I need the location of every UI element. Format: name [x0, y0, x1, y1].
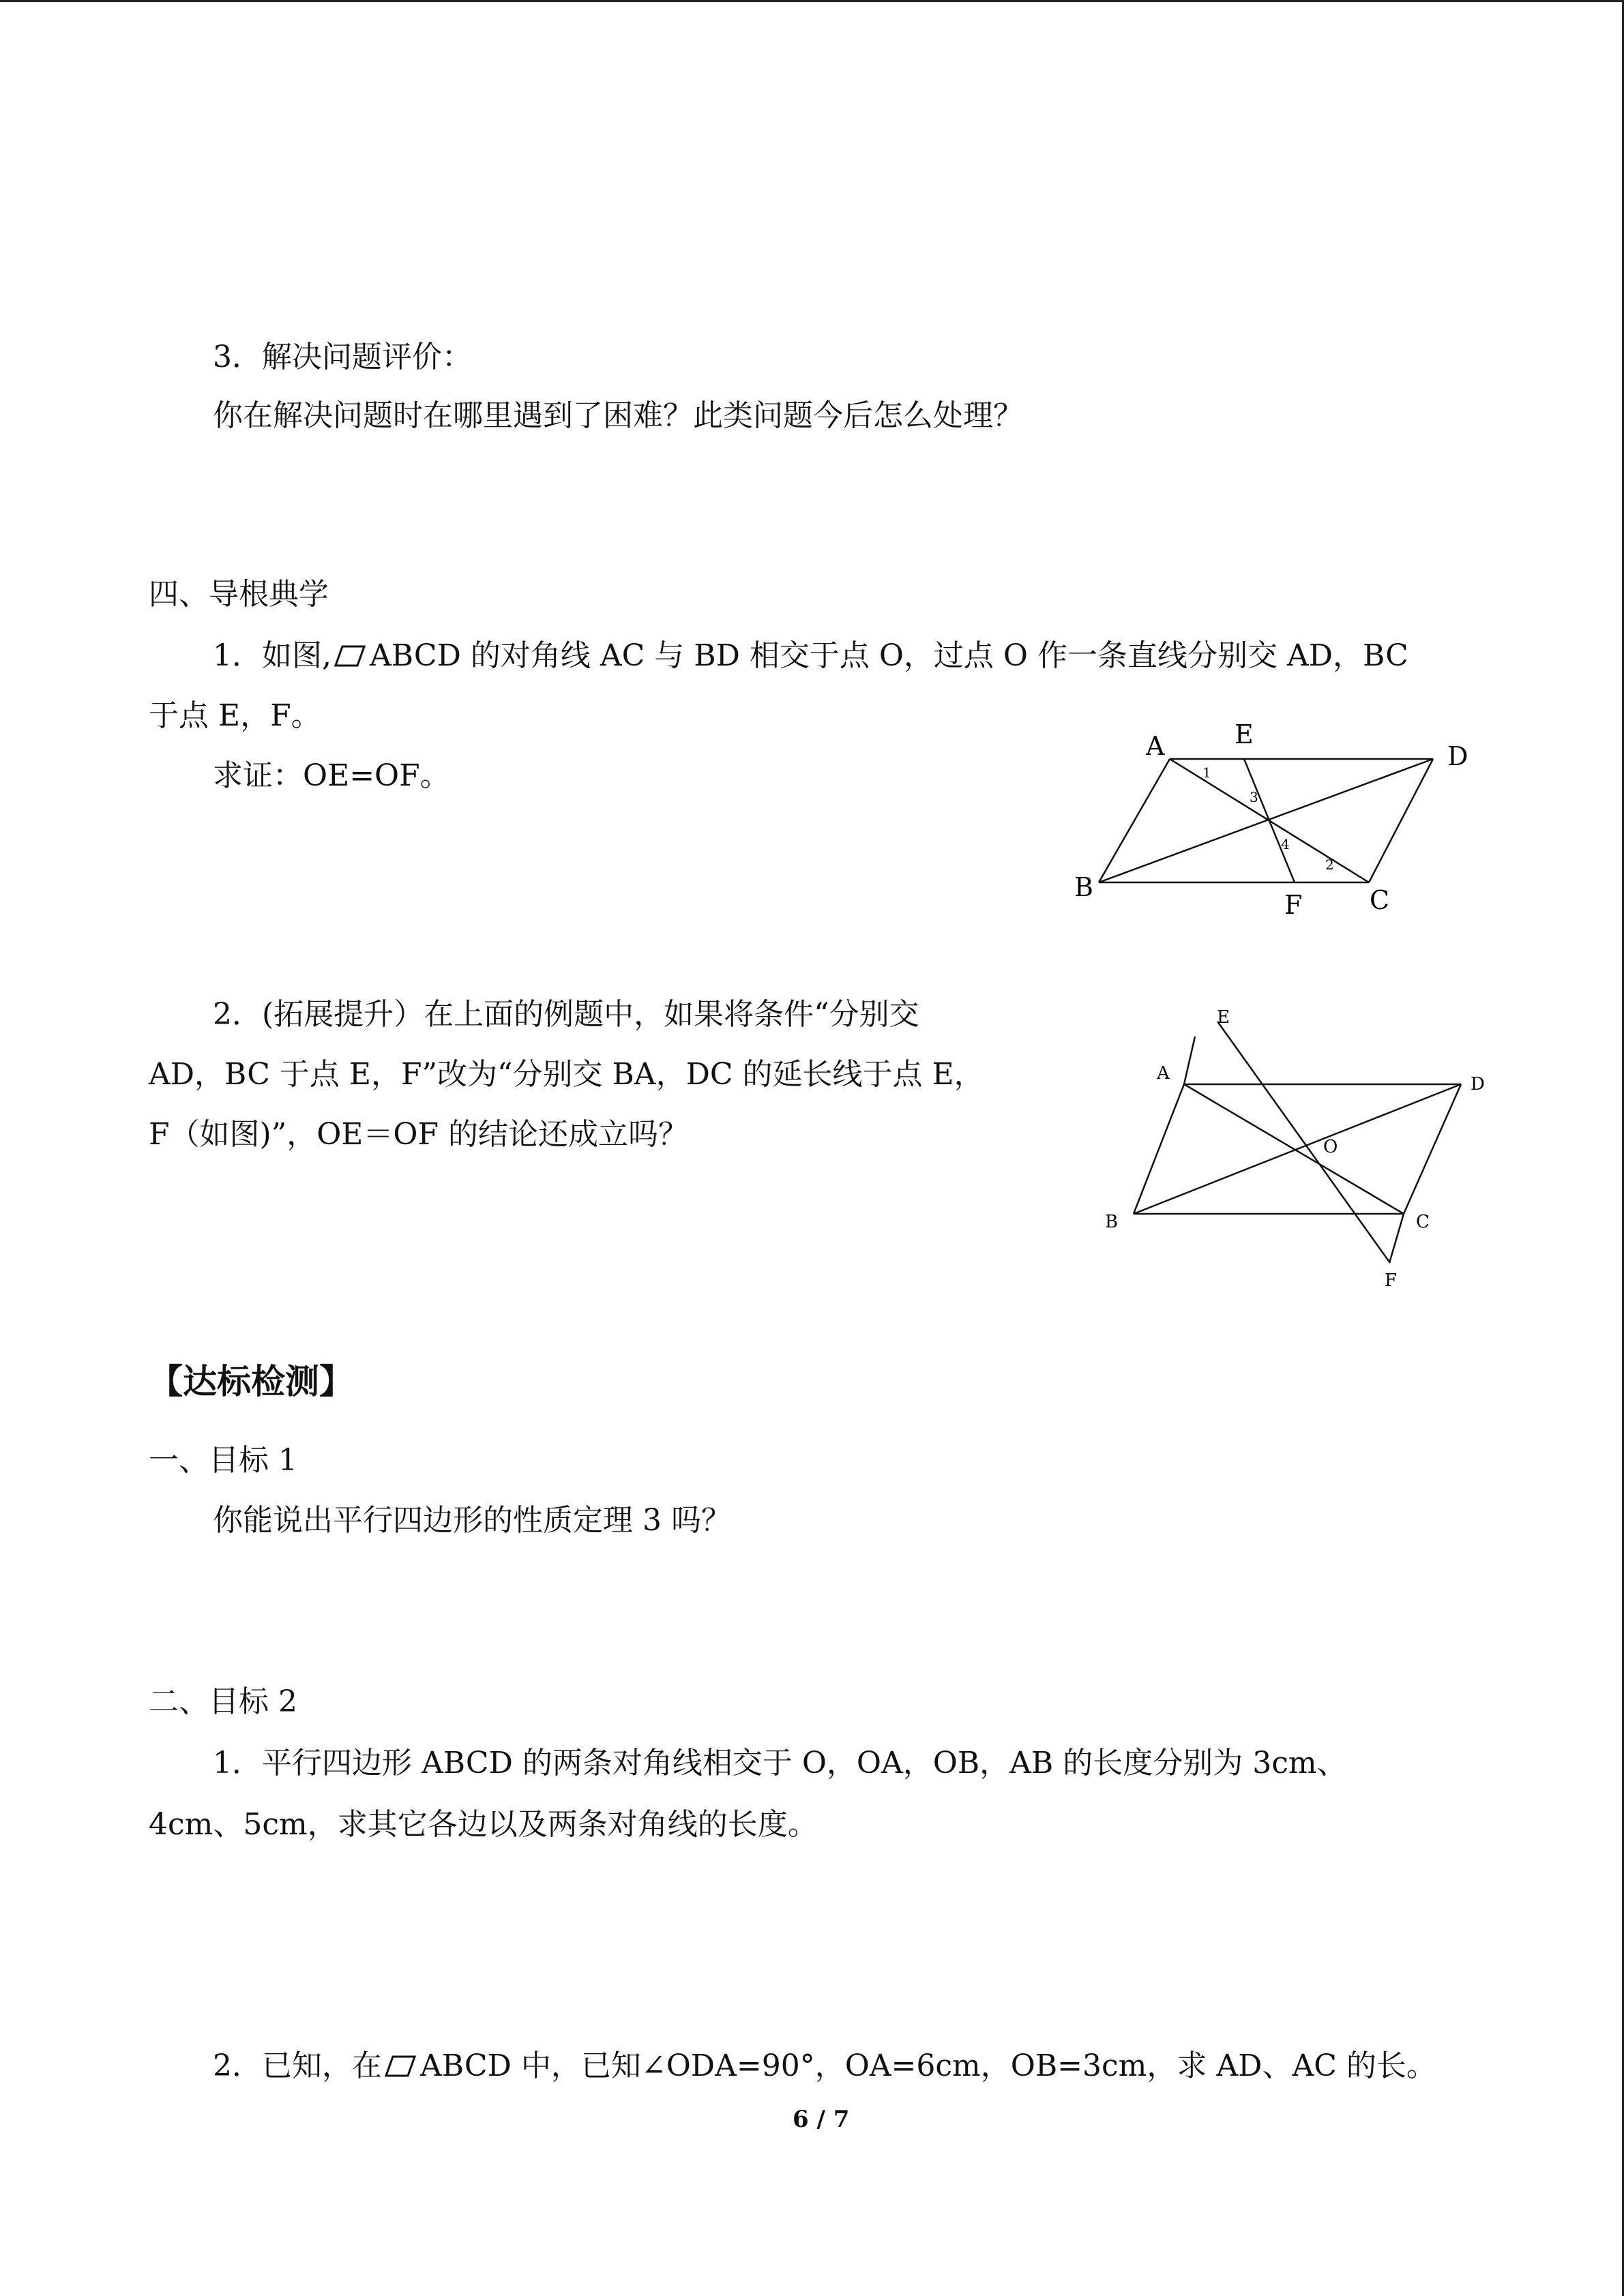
parallelogram-icon [385, 2048, 416, 2089]
parallelogram-figure-2 [1091, 1009, 1514, 1296]
label-f: F [1284, 890, 1303, 920]
example1-prefix: 1．如图, [213, 638, 331, 673]
example1-line2: 于点 E，F。 [149, 698, 321, 733]
page-border-top [0, 0, 1624, 2]
label-a: A [1146, 731, 1165, 761]
extension-dc [1389, 1214, 1404, 1263]
goal2-q2-prefix: 2．已知，在 [213, 2048, 382, 2083]
label-e: E [1235, 719, 1254, 749]
edge-ba [1099, 759, 1170, 882]
angle-1: 1 [1202, 764, 1211, 781]
label-d: D [1447, 741, 1468, 771]
label-b: B [1105, 1212, 1119, 1232]
parallelogram-figure-1 [1064, 716, 1487, 934]
diagonal-ac [1184, 1084, 1404, 1214]
line-ef [1217, 1022, 1390, 1263]
edge-ba [1134, 1084, 1184, 1214]
angle-4: 4 [1281, 836, 1290, 852]
parallelogram-icon [334, 638, 366, 679]
label-c: C [1416, 1212, 1430, 1232]
label-d: D [1471, 1074, 1485, 1094]
label-e: E [1217, 1009, 1230, 1028]
edge-dc [1369, 759, 1433, 882]
diagonal-bd [1099, 759, 1433, 882]
label-a: A [1157, 1063, 1170, 1084]
standards-heading: 【达标检测】 [149, 1362, 353, 1401]
extension-ba [1184, 1037, 1195, 1084]
example2-line2: AD，BC 于点 E，F”改为“分别交 BA，DC 的延长线于点 E， [149, 1057, 984, 1092]
goal2-q2-text: ABCD 中，已知∠ODA=90°，OA=6cm，OB=3cm，求 AD、AC 的长。 [420, 2048, 1436, 2083]
example2-line1: 2．(拓展提升）在上面的例题中，如果将条件“分别交 [213, 997, 919, 1032]
goal2-q1-line2: 4cm、5cm，求其它各边以及两条对角线的长度。 [149, 1807, 818, 1842]
label-c: C [1370, 885, 1390, 915]
label-f: F [1385, 1270, 1398, 1291]
label-b: B [1074, 872, 1093, 902]
angle-3: 3 [1250, 789, 1258, 805]
goal2-q1-line1: 1．平行四边形 ABCD 的两条对角线相交于 O，OA，OB，AB 的长度分别为 3cm、 [213, 1746, 1347, 1780]
section3-question: 你在解决问题时在哪里遇到了困难？此类问题今后怎么处理？ [213, 398, 1023, 433]
goal1-question: 你能说出平行四边形的性质定理 3 吗？ [213, 1503, 731, 1538]
goal2-q2 [213, 2046, 1436, 2089]
example2-line3: F（如图)”，OE＝OF 的结论还成立吗？ [149, 1117, 688, 1152]
goal1-title: 一、目标 1 [149, 1443, 297, 1478]
example1-proof: 求证：OE=OF。 [213, 758, 450, 793]
page-number: 6 / 7 [793, 2106, 850, 2133]
goal2-title: 二、目标 2 [149, 1684, 297, 1719]
label-o: O [1323, 1137, 1338, 1157]
section4-title: 四、导根典学 [149, 577, 329, 612]
example1-line1 [213, 636, 1408, 679]
angle-2: 2 [1325, 856, 1334, 873]
line-ef [1244, 759, 1295, 882]
section3-title: 3．解决问题评价： [213, 340, 472, 374]
example1-text: ABCD 的对角线 AC 与 BD 相交于点 O，过点 O 作一条直线分别交 AD，BC [369, 638, 1408, 673]
